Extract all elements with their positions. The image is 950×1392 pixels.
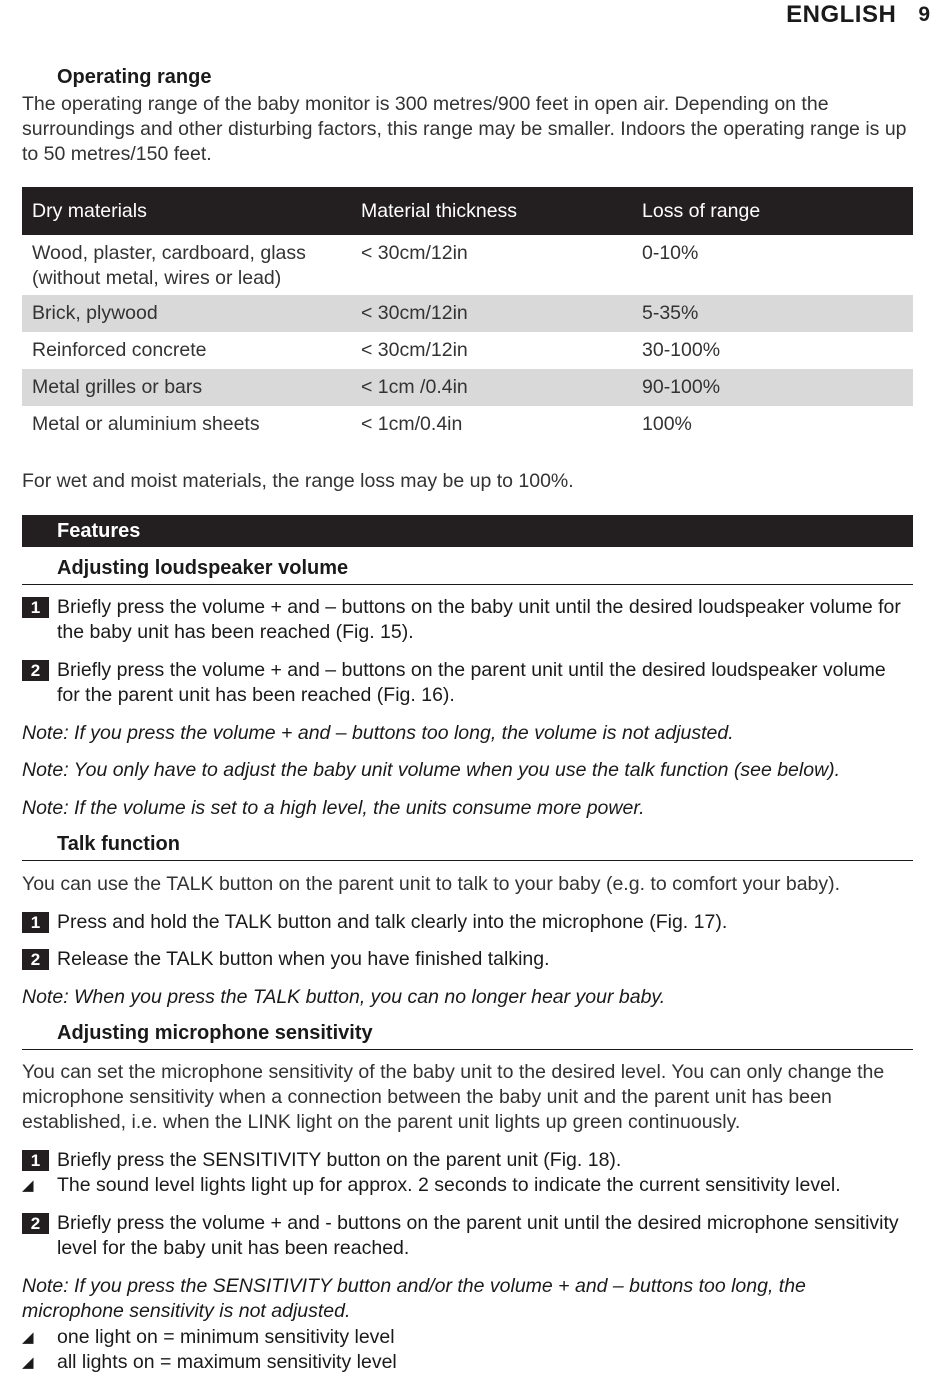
step-number: 1: [22, 597, 49, 618]
bullet-arrow-icon: ◢: [22, 1329, 34, 1346]
loudspeaker-note-2: Note: You only have to adjust the baby unit volume when you use the talk function (see below).: [22, 759, 841, 781]
sensitivity-bullet-max: ◢ all lights on = maximum sensitivity level: [22, 1351, 397, 1373]
loudspeaker-heading: Adjusting loudspeaker volume: [57, 557, 349, 579]
operating-range-heading: Operating range: [57, 66, 212, 88]
talk-intro: You can use the TALK button on the parent unit to talk to your baby (e.g. to comfort your baby).: [22, 873, 841, 895]
section-divider: [22, 1049, 913, 1050]
header-dry-materials: Dry materials: [32, 199, 147, 222]
section-divider: [22, 584, 913, 585]
step-text: Briefly press the SENSITIVITY button on the parent unit (Fig. 18).: [57, 1149, 622, 1171]
operating-range-intro: The operating range of the baby monitor is 300 metres/900 feet in open air. Depending on the surroundings and other disturbing factors, this range may be smaller. Indoors the operating range is up to 50 metres/150 feet.: [22, 93, 907, 165]
step-text: Briefly press the volume + and – buttons on the baby unit until the desired loudspeaker volume for the baby unit has been reached (Fig. 15).: [57, 596, 901, 643]
page-header: [786, 0, 930, 30]
table-row: Brick, plywood < 30cm/12in 5-35%: [22, 295, 913, 332]
sensitivity-intro: You can set the microphone sensitivity of the baby unit to the desired level. You can only change the microphone sensitivity when a connection between the baby unit and the parent unit has been established, i.e. when the LINK light on the parent unit lights up green continuously.: [22, 1061, 885, 1133]
step-number: 1: [22, 1150, 49, 1171]
step-number: 2: [22, 1213, 49, 1234]
table-row: Metal grilles or bars < 1cm /0.4in 90-100%: [22, 369, 913, 406]
wet-materials-note: For wet and moist materials, the range loss may be up to 100%.: [22, 470, 574, 492]
bullet-arrow-icon: ◢: [22, 1354, 34, 1371]
bullet-arrow-icon: ◢: [22, 1177, 34, 1194]
table-row: Reinforced concrete < 30cm/12in 30-100%: [32, 339, 721, 361]
page-number: 9: [918, 3, 930, 26]
header-loss-of-range: Loss of range: [642, 199, 761, 222]
sensitivity-heading: Adjusting microphone sensitivity: [57, 1022, 373, 1044]
sensitivity-bullet-min: ◢ one light on = minimum sensitivity level: [22, 1326, 395, 1348]
talk-step-2: [22, 947, 913, 972]
loudspeaker-step-2: [22, 658, 913, 708]
step-number: 1: [22, 912, 49, 933]
sensitivity-note: Note: If you press the SENSITIVITY button and/or the volume + and – buttons too long, the microphone sensitivity is not adjusted.: [22, 1275, 806, 1322]
section-divider: [22, 860, 913, 861]
step-number: 2: [22, 949, 49, 970]
step-text: Briefly press the volume + and – buttons on the parent unit until the desired loudspeaker volume for the parent unit has been reached (Fig. 16).: [57, 659, 886, 706]
features-heading: Features: [57, 520, 141, 542]
table-header-row: [22, 187, 913, 235]
language-label: ENGLISH: [786, 1, 897, 28]
talk-step-1: [22, 910, 913, 935]
range-loss-table: [22, 187, 913, 443]
sensitivity-step-1: [22, 1148, 913, 1173]
step-text: Briefly press the volume + and - buttons on the parent unit until the desired microphone sensitivity level for the baby unit has been reached.: [57, 1212, 899, 1259]
sensitivity-step-2: [22, 1211, 913, 1261]
header-material-thickness: Material thickness: [361, 199, 518, 222]
talk-note: Note: When you press the TALK button, you can no longer hear your baby.: [22, 986, 666, 1008]
step-number: 2: [22, 660, 49, 681]
talk-heading: Talk function: [57, 833, 180, 855]
table-row: Wood, plaster, cardboard, glass (without metal, wires or lead) < 30cm/12in 0-10%: [32, 242, 699, 289]
loudspeaker-step-1: [22, 595, 913, 645]
loudspeaker-note-3: Note: If the volume is set to a high level, the units consume more power.: [22, 797, 645, 819]
step-text: Press and hold the TALK button and talk clearly into the microphone (Fig. 17).: [57, 911, 728, 933]
step-text: Release the TALK button when you have finished talking.: [57, 948, 550, 970]
table-row: Metal or aluminium sheets < 1cm/0.4in 100%: [32, 413, 692, 435]
loudspeaker-note-1: Note: If you press the volume + and – buttons too long, the volume is not adjusted.: [22, 722, 734, 744]
sensitivity-step-1-result: ◢ The sound level lights light up for approx. 2 seconds to indicate the current sensitivity level.: [22, 1174, 841, 1196]
features-heading-bar: [22, 515, 913, 547]
